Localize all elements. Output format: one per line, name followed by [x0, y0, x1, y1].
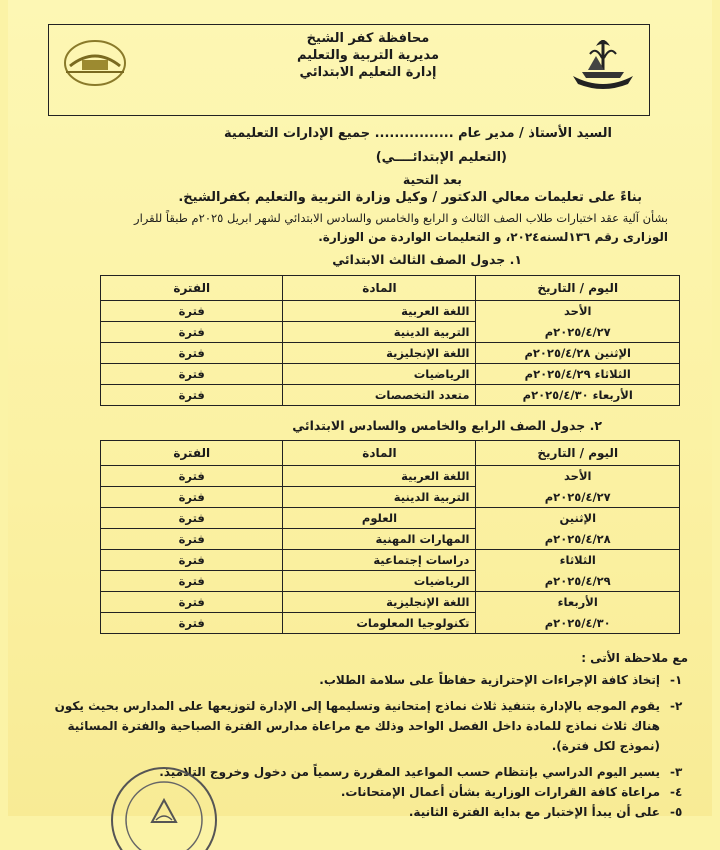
table-row [101, 364, 680, 385]
subject-cell: اللغة العربية [283, 466, 476, 487]
table-row [101, 322, 680, 343]
period-cell: فترة [101, 613, 283, 634]
note-number: ٢- [670, 699, 683, 713]
table-row [101, 487, 680, 508]
subject-cell: اللغة العربية [283, 301, 476, 322]
note-text: يقوم الموجه بالإدارة بتنفيذ ثلاث نماذج إمتحانية وتسليمها إلى الإدارة لتوزيعها على المدارس بحيث يكون هناك ثلاث نماذج للمادة داخل الفصل الواحد وذلك مع مراعاة مدارس الفترة الصباحية والفترة المسائية (نموذج لكل فترة). [54, 699, 660, 753]
ministry-logo-icon [56, 36, 134, 90]
day-cell: الأحد [476, 466, 680, 487]
table-row [101, 613, 680, 634]
header-period: الفترة [101, 276, 283, 301]
day-cell: الأربعاء [476, 592, 680, 613]
body-line-2: الوزارى رقم ١٣٦لسنه٢٠٢٤، و التعليمات الواردة من الوزارة. [318, 230, 668, 244]
grades4-6-schedule-table [100, 440, 680, 634]
body-line-1: بشأن آلية عقد اختبارات طلاب الصف الثالث و الرابع والخامس والسادس الابتدائي لشهر ابريل ٢٠٢٥م طبقاً للقرار [134, 211, 668, 225]
table-row [101, 385, 680, 406]
subject-cell: التربية الدينية [283, 322, 476, 343]
day-cell: ٢٠٢٥/٤/٢٩م [476, 571, 680, 592]
document-page [8, 0, 712, 819]
subject-cell: المهارات المهنية [283, 529, 476, 550]
period-cell: فترة [101, 487, 283, 508]
subject-cell: اللغة الإنجليزية [283, 343, 476, 364]
grade3-schedule-table [100, 275, 680, 406]
table2-title: ٢. جدول الصف الرابع والخامس والسادس الابتدائي [292, 418, 602, 433]
day-cell: الثلاثاء [476, 550, 680, 571]
table-row [101, 508, 680, 529]
governorate-emblem-icon [568, 32, 638, 94]
table-row [101, 343, 680, 364]
table-row [101, 529, 680, 550]
note-text: على أن يبدأ الإختبار مع بداية الفترة الثانية. [408, 805, 660, 819]
directorate-name: مديرية التربية والتعليم [296, 48, 440, 63]
day-cell: الإثنين ٢٠٢٥/٤/٢٨م [476, 343, 680, 364]
subject-cell: اللغة الإنجليزية [283, 592, 476, 613]
header-day-date: اليوم / التاريخ [476, 441, 680, 466]
intro-line: بناءً على تعليمات معالي الدكتور / وكيل وزارة التربية والتعليم بكفرالشيخ. [178, 190, 642, 205]
period-cell: فترة [101, 385, 283, 406]
subject-cell: العلوم [283, 508, 476, 529]
subject-cell: الرياضيات [283, 571, 476, 592]
note-number: ١- [670, 673, 683, 687]
day-cell: الإثنين [476, 508, 680, 529]
note-number: ٤- [670, 785, 683, 799]
period-cell: فترة [101, 571, 283, 592]
day-cell: الأحد [476, 301, 680, 322]
subject-cell: التربية الدينية [283, 487, 476, 508]
official-stamp-icon [104, 760, 224, 850]
department-line: (التعليم الإبتدائــــي) [375, 150, 507, 165]
table-row [101, 466, 680, 487]
header-subject: المادة [283, 441, 476, 466]
period-cell: فترة [101, 466, 283, 487]
period-cell: فترة [101, 343, 283, 364]
administration-name: إدارة التعليم الابتدائي [299, 65, 437, 80]
day-cell: الثلاثاء ٢٠٢٥/٤/٢٩م [476, 364, 680, 385]
notes-heading: مع ملاحظة الأتى : [581, 651, 688, 665]
subject-cell: متعدد التخصصات [283, 385, 476, 406]
period-cell: فترة [101, 364, 283, 385]
note-text: مراعاة كافة القرارات الوزارية بشأن أعمال الإمتحانات. [340, 785, 660, 799]
note-number: ٥- [670, 805, 683, 819]
table-row [101, 592, 680, 613]
header-period: الفترة [101, 441, 283, 466]
header-subject: المادة [283, 276, 476, 301]
table-row [101, 571, 680, 592]
addressee-line: السيد الأستاذ / مدير عام ................ جميع الإدارات التعليمية [224, 126, 612, 141]
period-cell: فترة [101, 301, 283, 322]
subject-cell: تكنولوجيا المعلومات [283, 613, 476, 634]
subject-cell: دراسات إجتماعية [283, 550, 476, 571]
period-cell: فترة [101, 322, 283, 343]
header-day-date: اليوم / التاريخ [476, 276, 680, 301]
day-cell: ٢٠٢٥/٤/٢٧م [476, 322, 680, 343]
note-text: يسير اليوم الدراسي بإنتظام حسب المواعيد المقررة رسمياً من دخول وخروج التلاميذ. [159, 765, 660, 779]
note-item [48, 696, 688, 756]
note-item [48, 670, 688, 690]
note-number: ٣- [670, 765, 683, 779]
period-cell: فترة [101, 508, 283, 529]
period-cell: فترة [101, 550, 283, 571]
table-row [101, 301, 680, 322]
subject-cell: الرياضيات [283, 364, 476, 385]
day-cell: ٢٠٢٥/٤/٢٨م [476, 529, 680, 550]
day-cell: الأربعاء ٢٠٢٥/٤/٣٠م [476, 385, 680, 406]
table1-title: ١. جدول الصف الثالث الابتدائي [332, 252, 522, 267]
period-cell: فترة [101, 529, 283, 550]
day-cell: ٢٠٢٥/٤/٣٠م [476, 613, 680, 634]
note-text: إتخاذ كافة الإجراءات الإحترازية حفاظاً على سلامة الطلاب. [319, 673, 660, 687]
letterhead-text [258, 30, 478, 81]
table-row [101, 550, 680, 571]
greeting-line: بعد التحية [402, 172, 462, 187]
period-cell: فترة [101, 592, 283, 613]
day-cell: ٢٠٢٥/٤/٢٧م [476, 487, 680, 508]
governorate-name: محافظة كفر الشيخ [306, 31, 430, 46]
